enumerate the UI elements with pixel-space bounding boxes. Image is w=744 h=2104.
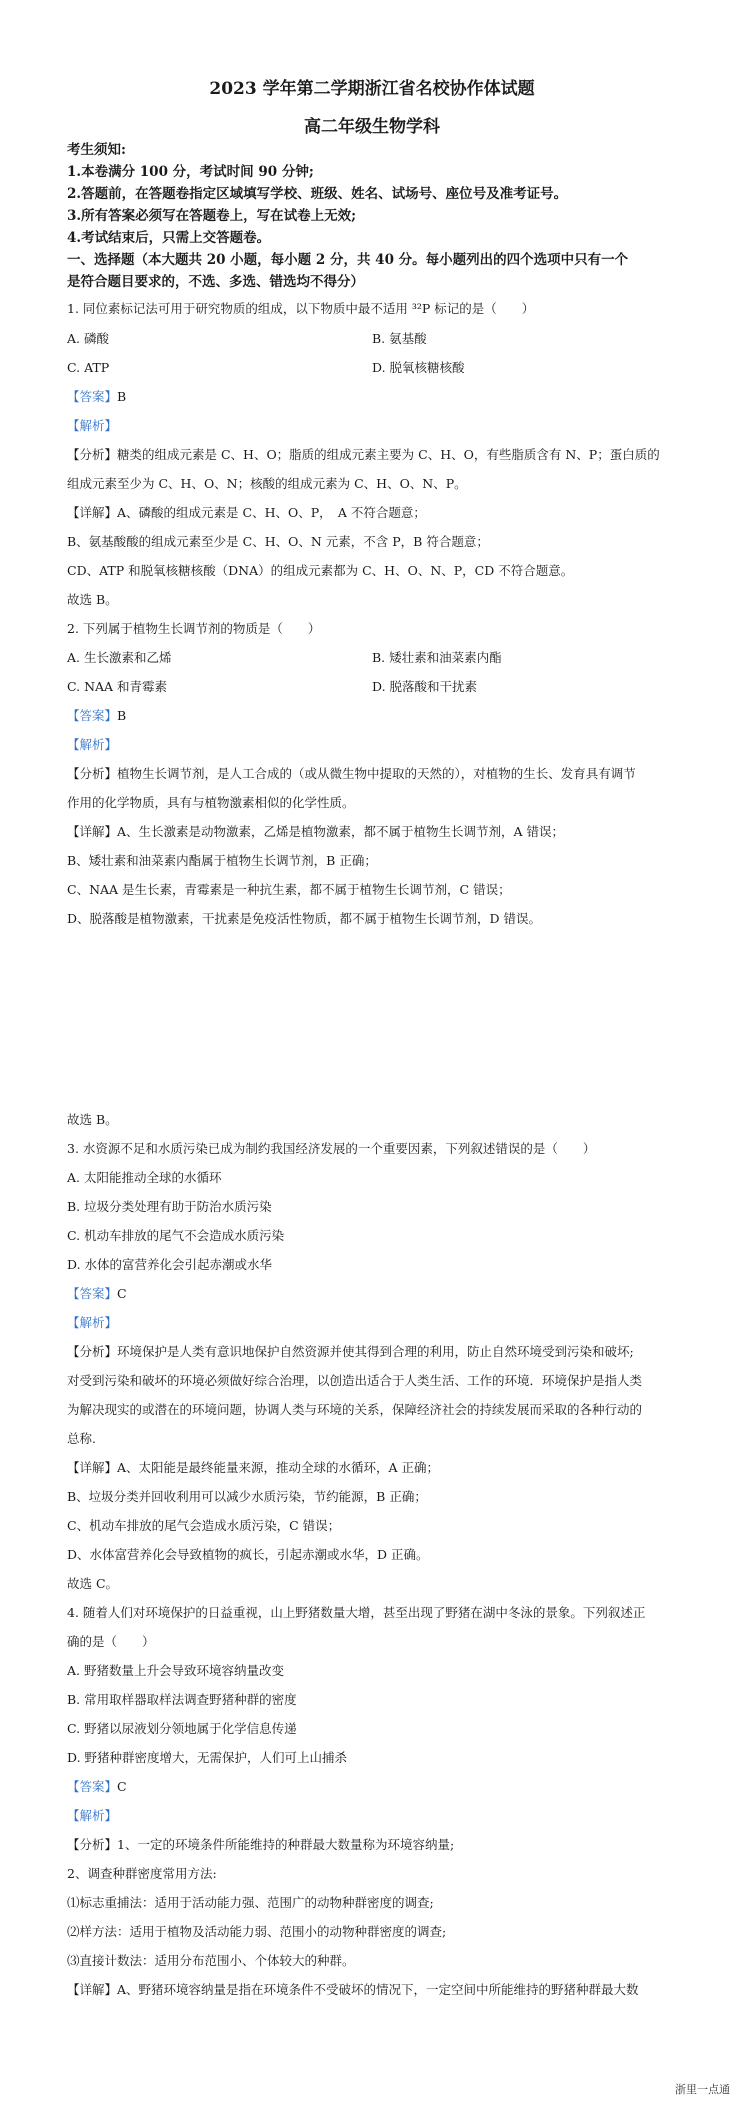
q2-conclusion: 故选 B。: [67, 1112, 118, 1127]
q4-fenxi-3: ⑴标志重捕法：适用于活动能力强、范围广的动物种群密度的调查;: [67, 1895, 434, 1910]
q4-fenxi-5: ⑶直接计数法：适用分布范围小、个体较大的种群。: [67, 1953, 355, 1968]
q4-stem-2: 确的是（ ）: [67, 1634, 155, 1649]
footer-watermark: 浙里一点通: [675, 2083, 730, 2096]
q1-option-c: C. ATP: [67, 360, 110, 375]
q2-option-a: A. 生长激素和乙烯: [67, 650, 172, 665]
q2-analysis-tag: 【解析】: [67, 737, 118, 752]
notice-item-4: 4.考试结束后，只需上交答题卷。: [67, 230, 271, 246]
q3-detail-2: B、垃圾分类并回收利用可以减少水质污染，节约能源，B 正确；: [67, 1489, 427, 1504]
q1-analysis-tag: 【解析】: [67, 418, 118, 433]
q2-option-c: C. NAA 和青霉素: [67, 679, 168, 694]
q1-fenxi-2: 组成元素至少为 C、H、O、N；核酸的组成元素为 C、H、O、N、P。: [67, 476, 467, 491]
q3-option-c: C. 机动车排放的尾气不会造成水质污染: [67, 1228, 285, 1243]
notice-item-2: 2.答题前，在答题卷指定区域填写学校、班级、姓名、试场号、座位号及准考证号。: [67, 186, 568, 202]
q4-option-b: B. 常用取样器取样法调查野猪种群的密度: [67, 1692, 297, 1707]
q2-option-b: B. 矮壮素和油菜素内酯: [372, 650, 502, 665]
page-subtitle: 高二年级生物学科: [304, 117, 440, 137]
q1-detail-3: CD、ATP 和脱氧核糖核酸（DNA）的组成元素都为 C、H、O、N、P，CD 不符合题意。: [67, 563, 574, 578]
section-heading-line1: 一、选择题（本大题共 20 小题，每小题 2 分，共 40 分。每小题列出的四个选项中只有一个: [67, 252, 629, 268]
q3-option-d: D. 水体的富营养化会引起赤潮或水华: [67, 1257, 273, 1272]
q3-answer-value: C: [117, 1286, 127, 1301]
q4-fenxi-4: ⑵样方法：适用于植物及活动能力弱、范围小的动物种群密度的调查;: [67, 1924, 447, 1939]
q1-answer: [67, 391, 126, 404]
q4-answer: [67, 1781, 127, 1794]
q4-stem-1: 4. 随着人们对环境保护的日益重视，山上野猪数量大增，甚至出现了野猪在湖中冬泳的景象。下列叙述正: [67, 1605, 646, 1620]
q2-answer: [67, 710, 126, 723]
answer-tag: 【答案】: [67, 1779, 118, 1794]
q2-option-d: D. 脱落酸和干扰素: [372, 679, 478, 694]
q4-option-c: C. 野猪以尿液划分领地属于化学信息传递: [67, 1721, 297, 1736]
q4-detail-1: 【详解】A、野猪环境容纳量是指在环境条件不受破坏的情况下，一定空间中所能维持的野猪种群最大数: [67, 1982, 639, 1997]
q4-fenxi-2: 2、调查种群密度常用方法:: [67, 1866, 217, 1881]
q4-option-d: D. 野猪种群密度增大，无需保护，人们可上山捕杀: [67, 1750, 348, 1765]
q3-option-b: B. 垃圾分类处理有助于防治水质污染: [67, 1199, 272, 1214]
q4-analysis-tag: 【解析】: [67, 1808, 118, 1823]
q2-detail-3: C、NAA 是生长素，青霉素是一种抗生素，都不属于植物生长调节剂，C 错误；: [67, 882, 511, 897]
q3-analysis-tag: 【解析】: [67, 1315, 118, 1330]
q4-answer-value: C: [117, 1779, 127, 1794]
q3-fenxi-2: 对受到污染和破坏的环境必须做好综合治理，以创造出适合于人类生活、工作的环境．环境保护是指人类: [67, 1373, 643, 1388]
answer-tag: 【答案】: [67, 1286, 118, 1301]
q1-option-d: D. 脱氧核糖核酸: [372, 360, 465, 375]
q4-fenxi-1: 【分析】1、一定的环境条件所能维持的种群最大数量称为环境容纳量;: [67, 1837, 455, 1852]
q3-option-a: A. 太阳能推动全球的水循环: [67, 1170, 222, 1185]
q2-fenxi-1: 【分析】植物生长调节剂，是人工合成的（或从微生物中提取的天然的），对植物的生长、发育具有调节: [67, 766, 636, 781]
q3-answer: [67, 1288, 127, 1301]
q3-detail-3: C、机动车排放的尾气会造成水质污染，C 错误；: [67, 1518, 341, 1533]
q2-detail-1: 【详解】A、生长激素是动物激素，乙烯是植物激素，都不属于植物生长调节剂，A 错误；: [67, 824, 565, 839]
notice-heading: 考生须知:: [67, 142, 126, 158]
q3-detail-1: 【详解】A、太阳能是最终能量来源，推动全球的水循环，A 正确；: [67, 1460, 440, 1475]
q1-answer-value: B: [117, 389, 127, 404]
q3-stem: 3. 水资源不足和水质污染已成为制约我国经济发展的一个重要因素，下列叙述错误的是（ ）: [67, 1141, 596, 1156]
answer-tag: 【答案】: [67, 708, 118, 723]
q2-detail-2: B、矮壮素和油菜素内酯属于植物生长调节剂，B 正确；: [67, 853, 377, 868]
q1-option-a: A. 磷酸: [67, 331, 109, 346]
q2-fenxi-2: 作用的化学物质，具有与植物激素相似的化学性质。: [67, 795, 355, 810]
q2-answer-value: B: [117, 708, 127, 723]
answer-tag: 【答案】: [67, 389, 118, 404]
q3-conclusion: 故选 C。: [67, 1576, 119, 1591]
q3-fenxi-1: 【分析】环境保护是人类有意识地保护自然资源并使其得到合理的利用，防止自然环境受到污染和破坏;: [67, 1344, 634, 1359]
section-heading-line2: 是符合题目要求的，不选、多选、错选均不得分）: [67, 274, 364, 290]
q1-detail-2: B、氨基酸酸的组成元素至少是 C、H、O、N 元素，不含 P，B 符合题意；: [67, 534, 489, 549]
page-title: 2023 学年第二学期浙江省名校协作体试题: [209, 79, 535, 99]
q3-fenxi-3: 为解决现实的或潜在的环境问题，协调人类与环境的关系，保障经济社会的持续发展而采取的各种行动的: [67, 1402, 643, 1417]
q1-option-b: B. 氨基酸: [372, 331, 427, 346]
notice-item-1: 1.本卷满分 100 分，考试时间 90 分钟;: [67, 164, 314, 180]
q4-option-a: A. 野猪数量上升会导致环境容纳量改变: [67, 1663, 284, 1678]
q1-fenxi-1: 【分析】糖类的组成元素是 C、H、O；脂质的组成元素主要为 C、H、O，有些脂质含有 N、P；蛋白质的: [67, 447, 660, 462]
q2-stem: 2. 下列属于植物生长调节剂的物质是（ ）: [67, 621, 321, 636]
q1-stem: 1. 同位素标记法可用于研究物质的组成，以下物质中最不适用 ³²P 标记的是（ ）: [67, 301, 535, 316]
q1-detail-1: 【详解】A、磷酸的组成元素是 C、H、O、P， A 不符合题意；: [67, 505, 426, 520]
q2-detail-4: D、脱落酸是植物激素，干扰素是免疫活性物质，都不属于植物生长调节剂，D 错误。: [67, 911, 542, 926]
q3-detail-4: D、水体富营养化会导致植物的疯长，引起赤潮或水华，D 正确。: [67, 1547, 429, 1562]
q3-fenxi-4: 总称.: [67, 1431, 96, 1446]
notice-item-3: 3.所有答案必须写在答题卷上，写在试卷上无效;: [67, 208, 357, 224]
q1-conclusion: 故选 B。: [67, 592, 118, 607]
